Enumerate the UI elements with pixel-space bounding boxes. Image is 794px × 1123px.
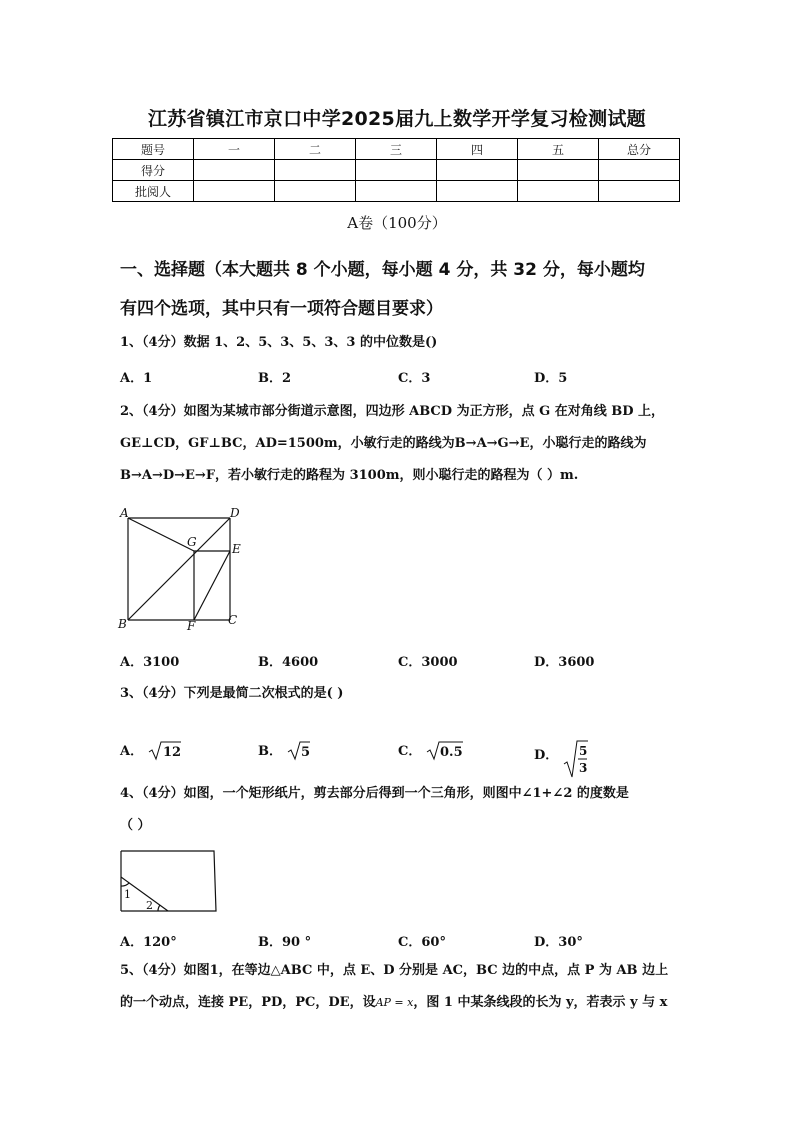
option-d: D．3600 bbox=[534, 655, 595, 670]
exam-title: 江苏省镇江市京口中学2025届九上数学开学复习检测试题 bbox=[148, 108, 646, 130]
score-header-cell: 三 bbox=[356, 139, 437, 160]
question-5 bbox=[120, 955, 680, 1019]
option-d bbox=[534, 739, 589, 779]
question-5-line: 5、（4分）如图1，在等边△ABC 中，点 E、D 分别是 AC，BC 边的中点，点 P 为 AB 边上 bbox=[120, 963, 669, 978]
section-heading-line: 有四个选项，其中只有一项符合题目要求） bbox=[120, 299, 443, 319]
option-c: C．60° bbox=[398, 935, 446, 950]
question-2-line: 2、（4分）如图为某城市部分街道示意图，四边形 ABCD 为正方形，点 G 在对角线 BD 上， bbox=[120, 404, 665, 419]
option-c: C．3000 bbox=[398, 655, 458, 670]
option-c: C．3 bbox=[398, 371, 431, 386]
option-b: B．4600 bbox=[258, 655, 319, 670]
diagonal-bd bbox=[128, 518, 230, 620]
grader-cell bbox=[599, 181, 680, 202]
segment-ag bbox=[128, 518, 194, 551]
score-header-cell: 总分 bbox=[599, 139, 680, 160]
question-1: 1、（4分）数据 1、2、5、3、5、3、3 的中位数是() bbox=[120, 335, 438, 350]
score-cell bbox=[194, 160, 275, 181]
section-heading-line: 一、选择题（本大题共 8 个小题，每小题 4 分，共 32 分，每小题均 bbox=[120, 260, 645, 280]
grader-row-label: 批阅人 bbox=[113, 181, 194, 202]
option-b bbox=[258, 739, 311, 761]
volume-heading: A卷（100分） bbox=[347, 214, 447, 232]
grader-cell bbox=[275, 181, 356, 202]
question-4-line: 4、（4分）如图，一个矩形纸片，剪去部分后得到一个三角形，则图中∠1+∠2 的度数是 bbox=[120, 786, 629, 801]
option-c bbox=[398, 739, 464, 761]
paper-outline bbox=[121, 851, 216, 911]
score-header-cell: 五 bbox=[518, 139, 599, 160]
question-5-line bbox=[120, 987, 680, 1019]
radicand-b: 5 bbox=[300, 745, 310, 760]
score-row bbox=[113, 160, 680, 181]
option-a: A．3100 bbox=[120, 655, 180, 670]
radicand-a: 12 bbox=[162, 745, 181, 760]
grader-cell bbox=[194, 181, 275, 202]
option-b-label: B． bbox=[258, 744, 282, 759]
grader-cell bbox=[518, 181, 599, 202]
label-g: G bbox=[187, 535, 197, 549]
score-header-cell: 题号 bbox=[113, 139, 194, 160]
score-header-cell: 一 bbox=[194, 139, 275, 160]
sqrt-0-5 bbox=[426, 739, 464, 761]
grader-row bbox=[113, 181, 680, 202]
sqrt-5 bbox=[287, 739, 311, 761]
question-4-line: （ ） bbox=[120, 818, 151, 833]
question-2 bbox=[120, 396, 680, 492]
option-c-label: C． bbox=[398, 744, 422, 759]
grader-cell bbox=[356, 181, 437, 202]
sqrt-12 bbox=[148, 739, 182, 761]
grader-cell bbox=[437, 181, 518, 202]
option-b: B．2 bbox=[258, 371, 292, 386]
segment-ef bbox=[194, 551, 230, 620]
option-d: D．5 bbox=[534, 371, 568, 386]
label-e: E bbox=[232, 542, 241, 556]
radicand-c: 0.5 bbox=[439, 745, 463, 760]
question-2-line: B→A→D→E→F，若小敏行走的路程为 3100m，则小聪行走的路程为（ ）m. bbox=[120, 468, 579, 483]
score-table-header-row bbox=[113, 139, 680, 160]
score-cell bbox=[599, 160, 680, 181]
label-f: F bbox=[187, 619, 196, 633]
angle-1-label: 1 bbox=[124, 888, 131, 901]
angle-2-label: 2 bbox=[146, 899, 153, 912]
square-street-figure bbox=[114, 500, 254, 635]
angle-2-arc bbox=[158, 905, 160, 911]
question-3: 3、（4分）下列是最简二次根式的是( ) bbox=[120, 686, 344, 701]
score-cell bbox=[437, 160, 518, 181]
score-header-cell: 二 bbox=[275, 139, 356, 160]
question-4 bbox=[120, 778, 680, 842]
option-a: A．120° bbox=[120, 935, 177, 950]
question-5-math: AP = x bbox=[375, 996, 414, 1009]
score-cell bbox=[356, 160, 437, 181]
score-cell bbox=[275, 160, 356, 181]
option-d: D．30° bbox=[534, 935, 583, 950]
question-3-options bbox=[120, 732, 680, 775]
question-5-text: 的一个动点，连接 PE，PD，PC，DE，设 bbox=[120, 995, 376, 1010]
score-table bbox=[112, 138, 680, 202]
score-cell bbox=[518, 160, 599, 181]
score-row-label: 得分 bbox=[113, 160, 194, 181]
option-a bbox=[120, 739, 182, 761]
radicand-d-numerator: 5 bbox=[578, 744, 588, 758]
radicand-d-denominator: 3 bbox=[578, 761, 588, 775]
option-d-label: D． bbox=[534, 748, 559, 763]
label-b: B bbox=[118, 617, 127, 631]
angle-1-arc bbox=[121, 883, 129, 886]
score-header-cell: 四 bbox=[437, 139, 518, 160]
option-b: B．90 ° bbox=[258, 935, 312, 950]
sqrt-5-over-3 bbox=[563, 739, 589, 779]
section-heading bbox=[120, 251, 680, 329]
question-2-line: GE⊥CD，GF⊥BC，AD=1500m，小敏行走的路线为B→A→G→E，小聪行走的路线为 bbox=[120, 436, 647, 451]
option-a: A．1 bbox=[120, 371, 153, 386]
option-a-label: A． bbox=[120, 744, 144, 759]
question-5-text: ，图 1 中某条线段的长为 y，若表示 y 与 x bbox=[413, 995, 668, 1010]
label-a: A bbox=[120, 506, 129, 520]
label-d: D bbox=[230, 506, 240, 520]
label-c: C bbox=[228, 613, 238, 627]
rectangle-paper-figure bbox=[116, 846, 220, 916]
